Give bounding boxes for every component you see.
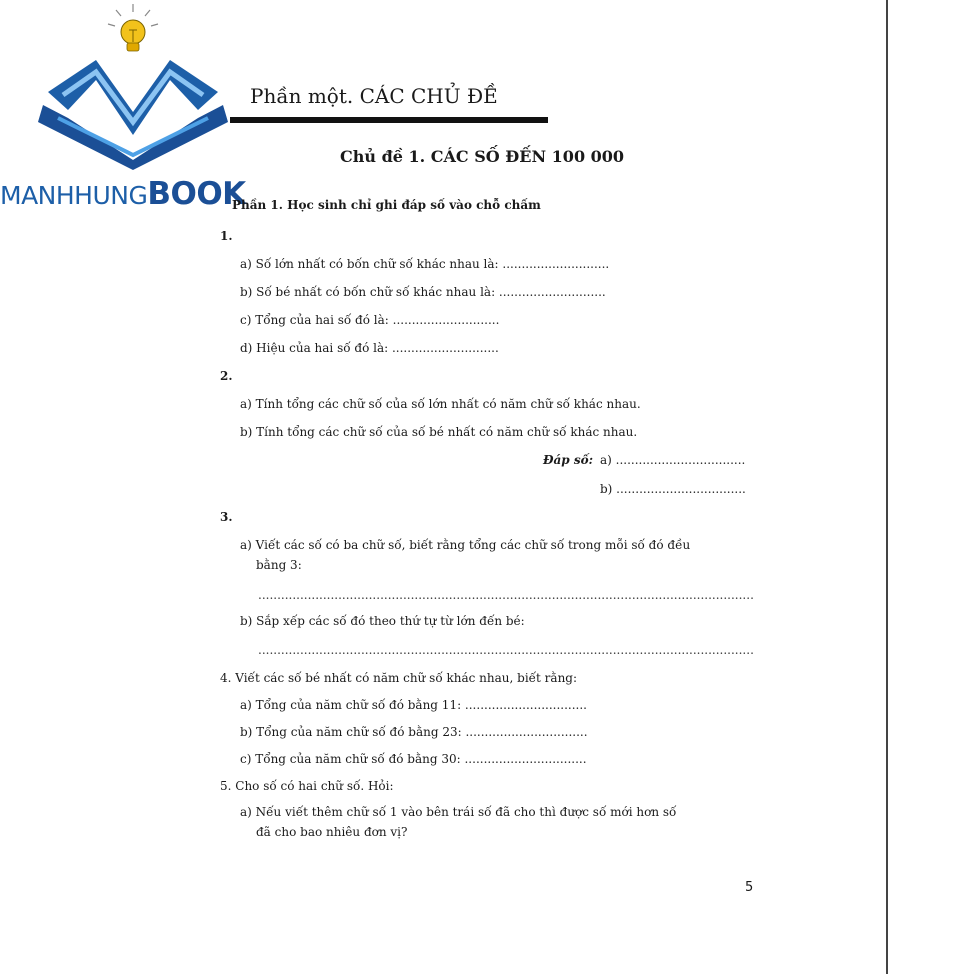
q4-c: c) Tổng của năm chữ số đó bằng 30: ................................ [240,752,587,766]
q2-a: a) Tính tổng các chữ số của số lớn nhất có năm chữ số khác nhau. [240,397,641,411]
open-book-lightbulb-icon [38,0,238,175]
brand-part1: MANHHUNG [0,181,148,210]
q1-a: a) Số lớn nhất có bốn chữ số khác nhau là: ............................ [240,257,610,271]
q4-b: b) Tổng của năm chữ số đó bằng 23: ................................ [240,725,588,739]
q5-a-line2: đã cho bao nhiêu đơn vị? [256,825,408,839]
page-right-edge [886,0,888,974]
chapter-title: Chủ đề 1. CÁC SỐ ĐẾN 100 000 [340,147,625,166]
q2-number: 2. [220,369,233,383]
section-title: Phần 1. Học sinh chỉ ghi đáp số vào chỗ chấm [232,198,541,212]
q3-number: 3. [220,510,233,524]
q1-c: c) Tổng của hai số đó là: ............................ [240,313,500,327]
brand-part2: BOOK [147,176,246,212]
part-title: Phần một. CÁC CHỦ ĐỀ [250,84,498,108]
q2-answer-label: Đáp số: [543,453,594,467]
q5-text: 5. Cho số có hai chữ số. Hỏi: [220,779,394,793]
q5-a-line1: a) Nếu viết thêm chữ số 1 vào bên trái số đã cho thì được số mới hơn số [240,805,677,819]
q3-b-answer-line: .................................................................................................................................. [258,645,754,655]
q1-number: 1. [220,229,233,243]
brand-wordmark [0,174,246,216]
q2-answer-a: a) .................................. [600,453,746,467]
page-number: 5 [745,880,754,895]
q4-text: 4. Viết các số bé nhất có năm chữ số khác nhau, biết rằng: [220,671,578,685]
q1-d: d) Hiệu của hai số đó là: ............................ [240,341,499,355]
q4-a: a) Tổng của năm chữ số đó bằng 11: ................................ [240,698,587,712]
q3-a-line1: a) Viết các số có ba chữ số, biết rằng tổng các chữ số trong mỗi số đó đều [240,538,691,552]
q3-a-line2: bằng 3: [256,558,302,572]
q3-b: b) Sắp xếp các số đó theo thứ tự từ lớn đến bé: [240,614,525,628]
q2-answer-b: b) .................................. [600,482,746,496]
q1-b: b) Số bé nhất có bốn chữ số khác nhau là: ............................ [240,285,606,299]
q3-a-answer-line: .................................................................................................................................. [258,590,754,600]
title-underline [230,117,548,123]
q2-b: b) Tính tổng các chữ số của số bé nhất có năm chữ số khác nhau. [240,425,638,439]
